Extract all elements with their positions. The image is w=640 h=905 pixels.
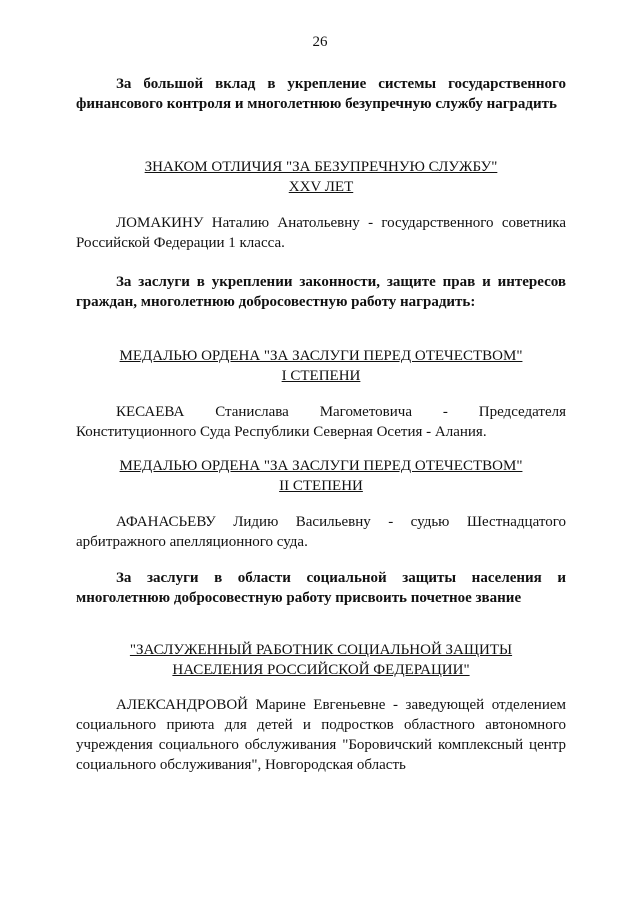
award-title [76, 640, 566, 680]
recipient-block [76, 213, 566, 253]
award-title-line: II СТЕПЕНИ [279, 478, 363, 494]
award-title [76, 456, 566, 496]
award-title [76, 346, 566, 386]
section-1-intro-block [76, 74, 566, 114]
award-title-line: МЕДАЛЬЮ ОРДЕНА "ЗА ЗАСЛУГИ ПЕРЕД ОТЕЧЕСТВОМ" [119, 458, 523, 474]
recipient-block [76, 695, 566, 775]
section-2-intro-block [76, 272, 566, 312]
recipient-paragraph: АФАНАСЬЕВУ Лидию Васильевну - судью Шестнадцатого арбитражного апелляционного суда. [76, 514, 566, 550]
recipient-block [76, 512, 566, 552]
recipient-paragraph: ЛОМАКИНУ Наталию Анатольевну - государственного советника Российской Федерации 1 класса. [76, 215, 566, 251]
page-number: 26 [312, 34, 328, 50]
award-title-line: I СТЕПЕНИ [281, 368, 361, 384]
recipient-block [76, 402, 566, 442]
award-title-line: XXV ЛЕТ [288, 179, 354, 195]
section-intro: За заслуги в укреплении законности, защите прав и интересов граждан, многолетнюю добросовестную работу наградить: [76, 274, 566, 310]
recipient-paragraph: АЛЕКСАНДРОВОЙ Марине Евгеньевне - заведующей отделением социального приюта для детей и подростков областного автономного учреждения социального обслуживания "Боровичский комплексный центр социального обслуживания", Новгородская область [76, 697, 566, 773]
section-intro: За заслуги в области социальной защиты населения и многолетнюю добросовестную работу присвоить почетное звание [76, 570, 566, 606]
section-3-intro-block [76, 568, 566, 608]
award-title-line: НАСЕЛЕНИЯ РОССИЙСКОЙ ФЕДЕРАЦИИ" [172, 662, 470, 678]
award-title [76, 157, 566, 197]
section-intro: За большой вклад в укрепление системы государственного финансового контроля и многолетнюю безупречную службу наградить [76, 76, 566, 112]
award-title-line: "ЗАСЛУЖЕННЫЙ РАБОТНИК СОЦИАЛЬНОЙ ЗАЩИТЫ [129, 642, 513, 658]
recipient-paragraph: КЕСАЕВА Станислава Магометовича - Председателя Конституционного Суда Республики Северная Осетия - Алания. [76, 404, 566, 440]
award-title-line: МЕДАЛЬЮ ОРДЕНА "ЗА ЗАСЛУГИ ПЕРЕД ОТЕЧЕСТВОМ" [119, 348, 523, 364]
award-title-line: ЗНАКОМ ОТЛИЧИЯ "ЗА БЕЗУПРЕЧНУЮ СЛУЖБУ" [144, 159, 498, 175]
